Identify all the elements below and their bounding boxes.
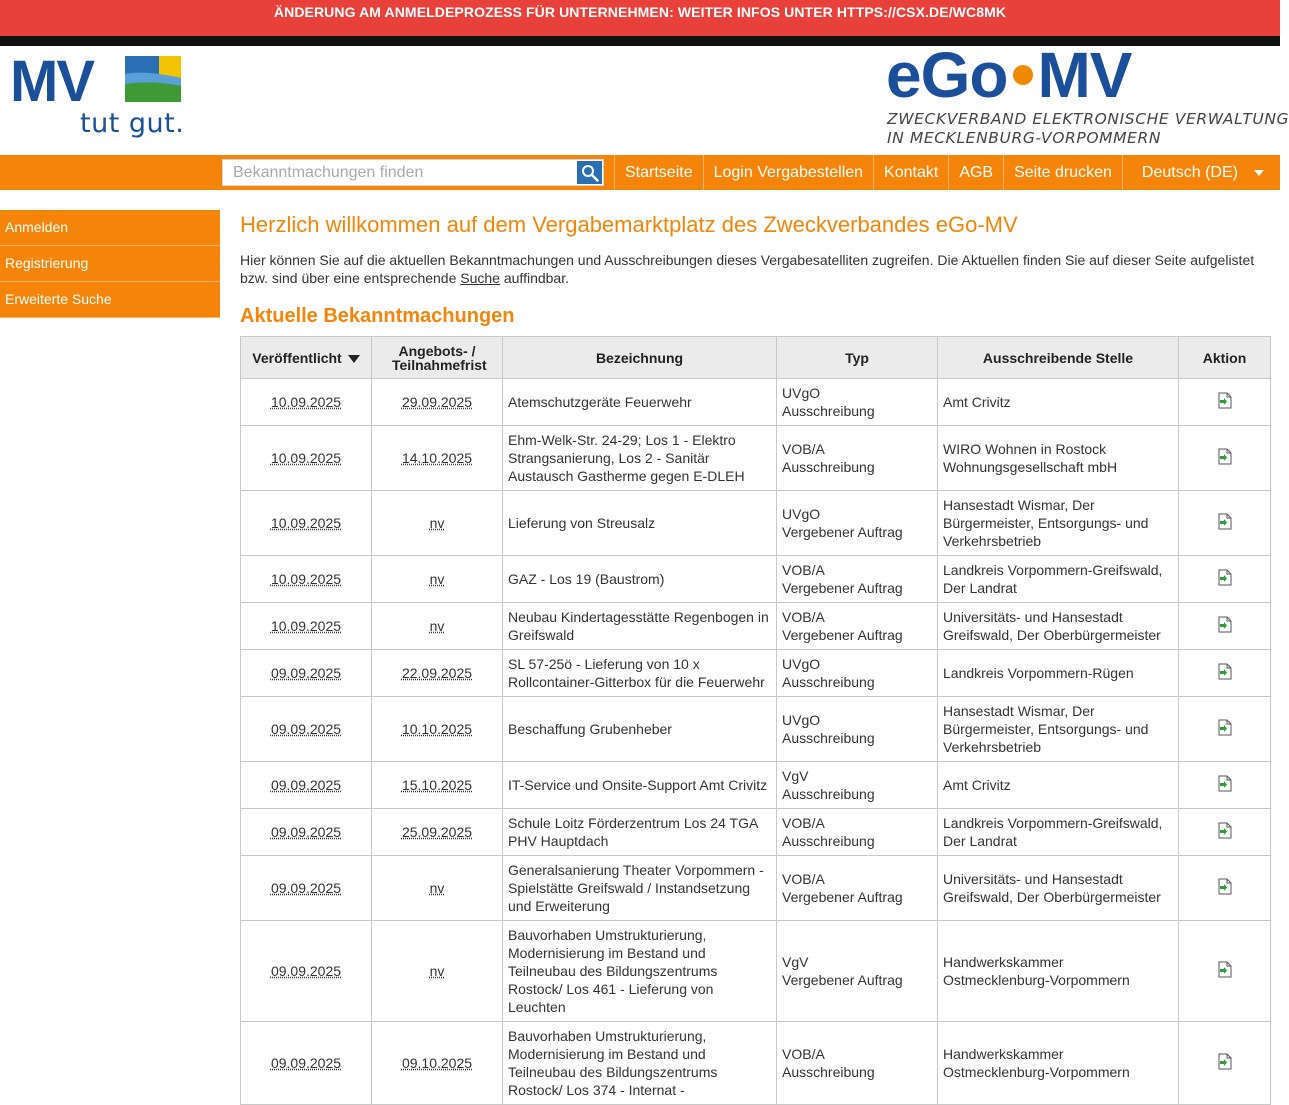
- cell-published: [241, 697, 372, 762]
- cell-type: [777, 856, 938, 921]
- cell-name[interactable]: Beschaffung Grubenheber: [503, 697, 777, 762]
- table-row[interactable]: [241, 379, 1271, 426]
- search-link[interactable]: Suche: [460, 270, 500, 286]
- deadline-date: 14.10.2025: [402, 450, 472, 466]
- cell-name[interactable]: SL 57-25ö - Lieferung von 10 x Rollcontainer-Gitterbox für die Feuerwehr: [503, 650, 777, 697]
- type-regulation: UVgO: [782, 655, 932, 673]
- type-kind: Vergebener Auftrag: [782, 523, 932, 541]
- published-date: 10.09.2025: [271, 618, 341, 634]
- cell-deadline: [372, 650, 503, 697]
- cell-agency: Amt Crivitz: [938, 762, 1179, 809]
- header-typ[interactable]: Typ: [777, 337, 938, 379]
- cell-published: [241, 426, 372, 491]
- cell-action: [1179, 762, 1271, 809]
- cell-type: [777, 697, 938, 762]
- cell-deadline: [372, 491, 503, 556]
- cell-deadline: [372, 603, 503, 650]
- table-row[interactable]: [241, 650, 1271, 697]
- type-regulation: VgV: [782, 767, 932, 785]
- table-header-row: [241, 337, 1271, 379]
- search-box: [222, 159, 604, 186]
- mv-tut-gut-logo[interactable]: [10, 56, 190, 148]
- cell-name[interactable]: GAZ - Los 19 (Baustrom): [503, 556, 777, 603]
- open-document-button[interactable]: [1217, 620, 1233, 636]
- ego-logo-part2: MV: [1037, 39, 1131, 111]
- document-icon: [1217, 719, 1233, 736]
- type-kind: Ausschreibung: [782, 673, 932, 691]
- cell-agency: Hansestadt Wismar, Der Bürgermeister, Entsorgungs- und Verkehrsbetrieb: [938, 697, 1179, 762]
- deadline-date: nv: [430, 515, 445, 531]
- ego-logo-subtitle: [887, 110, 1289, 148]
- nav-agb[interactable]: AGB: [948, 155, 1003, 190]
- deadline-date: 10.10.2025: [402, 721, 472, 737]
- language-label: Deutsch (DE): [1142, 155, 1238, 190]
- ego-subtitle-line2: IN MECKLENBURG-VORPOMMERN: [887, 129, 1289, 148]
- cell-name[interactable]: Atemschutzgeräte Feuerwehr: [503, 379, 777, 426]
- ego-logo-part1: eGo: [886, 39, 1007, 111]
- document-icon: [1217, 663, 1233, 680]
- table-row[interactable]: [241, 556, 1271, 603]
- cell-action: [1179, 697, 1271, 762]
- page-title: Herzlich willkommen auf dem Vergabemarktplatz des Zweckverbandes eGo-MV: [240, 212, 1270, 238]
- published-date: 10.09.2025: [271, 515, 341, 531]
- main-navigation: [0, 155, 1280, 190]
- table-row[interactable]: [241, 1022, 1271, 1105]
- cell-published: [241, 762, 372, 809]
- cell-deadline: [372, 697, 503, 762]
- published-date: 09.09.2025: [271, 963, 341, 979]
- type-regulation: VOB/A: [782, 561, 932, 579]
- deadline-date: 29.09.2025: [402, 394, 472, 410]
- intro-text-before: Hier können Sie auf die aktuellen Bekanntmachungen und Ausschreibungen dieses Vergabesatelliten zugreifen. Die Aktuellen finden Sie auf dieser Seite aufgelistet bzw. sind über eine entsprechende: [240, 252, 1254, 286]
- sort-desc-icon: [348, 355, 360, 363]
- chevron-down-icon: [1254, 170, 1264, 176]
- header-ausschreibende-stelle[interactable]: Ausschreibende Stelle: [938, 337, 1179, 379]
- header-veroeffentlicht-label: Veröffentlicht: [252, 350, 341, 366]
- cell-deadline: [372, 762, 503, 809]
- cell-name[interactable]: Lieferung von Streusalz: [503, 491, 777, 556]
- cell-published: [241, 603, 372, 650]
- cell-name[interactable]: Bauvorhaben Umstrukturierung, Modernisierung im Bestand und Teilneubau des Bildungszentrums Rostock/ Los 374 - Internat -: [503, 1022, 777, 1105]
- type-regulation: VOB/A: [782, 814, 932, 832]
- header-aktion: Aktion: [1179, 337, 1271, 379]
- cell-agency: Hansestadt Wismar, Der Bürgermeister, Entsorgungs- und Verkehrsbetrieb: [938, 491, 1179, 556]
- table-row[interactable]: [241, 762, 1271, 809]
- document-icon: [1217, 616, 1233, 633]
- nav-links: [614, 155, 1274, 190]
- type-regulation: VOB/A: [782, 870, 932, 888]
- deadline-date: nv: [430, 571, 445, 587]
- table-row[interactable]: [241, 426, 1271, 491]
- cell-deadline: [372, 1022, 503, 1105]
- open-document-button[interactable]: [1217, 826, 1233, 842]
- cell-agency: Landkreis Vorpommern-Greifswald, Der Landrat: [938, 809, 1179, 856]
- cell-name[interactable]: Generalsanierung Theater Vorpommern - Spielstätte Greifswald / Instandsetzung und Erweiterung: [503, 856, 777, 921]
- cell-name[interactable]: Bauvorhaben Umstrukturierung, Modernisierung im Bestand und Teilneubau des Bildungszentrums Rostock/ Los 461 - Lieferung von Leuchten: [503, 921, 777, 1022]
- type-kind: Ausschreibung: [782, 458, 932, 476]
- open-document-button[interactable]: [1217, 723, 1233, 739]
- document-icon: [1217, 878, 1233, 895]
- cell-type: [777, 650, 938, 697]
- cell-agency: WIRO Wohnen in Rostock Wohnungsgesellschaft mbH: [938, 426, 1179, 491]
- globe-icon: [1133, 162, 1134, 184]
- announcement-banner: [0, 0, 1280, 36]
- table-row[interactable]: [241, 491, 1271, 556]
- cell-agency: Handwerkskammer Ostmecklenburg-Vorpommern: [938, 921, 1179, 1022]
- cell-action: [1179, 856, 1271, 921]
- type-kind: Ausschreibung: [782, 729, 932, 747]
- table-row[interactable]: [241, 603, 1271, 650]
- intro-text-after: auffindbar.: [500, 270, 569, 286]
- ego-logo-wordmark: [886, 38, 1131, 112]
- cell-name[interactable]: Ehm-Welk-Str. 24-29; Los 1 - Elektro Strangsanierung, Los 2 - Sanitär Austausch Gastherme gegen E-DLEH: [503, 426, 777, 491]
- cell-deadline: [372, 921, 503, 1022]
- nav-login-vergabestellen[interactable]: Login Vergabestellen: [703, 155, 873, 190]
- open-document-button[interactable]: [1217, 573, 1233, 589]
- search-icon: [581, 164, 599, 182]
- cell-name[interactable]: Neubau Kindertagesstätte Regenbogen in Greifswald: [503, 603, 777, 650]
- cell-published: [241, 650, 372, 697]
- deadline-date: nv: [430, 963, 445, 979]
- table-body: [241, 379, 1271, 1105]
- document-icon: [1217, 961, 1233, 978]
- cell-type: [777, 491, 938, 556]
- cell-deadline: [372, 426, 503, 491]
- cell-agency: Handwerkskammer Ostmecklenburg-Vorpommern: [938, 1022, 1179, 1105]
- announcements-table: [240, 336, 1271, 1105]
- deadline-date: nv: [430, 618, 445, 634]
- nav-kontakt[interactable]: Kontakt: [873, 155, 948, 190]
- published-date: 09.09.2025: [271, 1055, 341, 1071]
- type-kind: Ausschreibung: [782, 785, 932, 803]
- cell-type: [777, 556, 938, 603]
- sidebar-item-registrierung[interactable]: Registrierung: [0, 246, 220, 282]
- type-kind: Vergebener Auftrag: [782, 888, 932, 906]
- cell-type: [777, 1022, 938, 1105]
- sidebar: [0, 210, 220, 318]
- document-icon: [1217, 569, 1233, 586]
- cell-deadline: [372, 809, 503, 856]
- cell-published: [241, 921, 372, 1022]
- cell-published: [241, 809, 372, 856]
- document-icon: [1217, 392, 1233, 409]
- mv-flag-icon: [125, 56, 181, 102]
- cell-published: [241, 556, 372, 603]
- cell-type: [777, 603, 938, 650]
- published-date: 10.09.2025: [271, 394, 341, 410]
- cell-action: [1179, 379, 1271, 426]
- header-bezeichnung[interactable]: Bezeichnung: [503, 337, 777, 379]
- header-frist[interactable]: [372, 337, 503, 379]
- ego-subtitle-line1: ZWECKVERBAND ELEKTRONISCHE VERWALTUNG: [887, 110, 1289, 129]
- open-document-button[interactable]: [1217, 1057, 1233, 1073]
- cell-deadline: [372, 379, 503, 426]
- cell-action: [1179, 491, 1271, 556]
- search-input[interactable]: [223, 160, 573, 185]
- published-date: 09.09.2025: [271, 824, 341, 840]
- deadline-date: 09.10.2025: [402, 1055, 472, 1071]
- table-row[interactable]: [241, 856, 1271, 921]
- cell-agency: Landkreis Vorpommern-Greifswald, Der Landrat: [938, 556, 1179, 603]
- type-regulation: UVgO: [782, 711, 932, 729]
- cell-action: [1179, 809, 1271, 856]
- cell-agency: Universitäts- und Hansestadt Greifswald, Der Oberbürgermeister: [938, 603, 1179, 650]
- table-row[interactable]: [241, 921, 1271, 1022]
- sidebar-item-erweiterte-suche[interactable]: Erweiterte Suche: [0, 282, 220, 318]
- cell-agency: Landkreis Vorpommern-Rügen: [938, 650, 1179, 697]
- cell-type: [777, 762, 938, 809]
- open-document-button[interactable]: [1217, 452, 1233, 468]
- cell-action: [1179, 426, 1271, 491]
- cell-action: [1179, 556, 1271, 603]
- ego-mv-logo[interactable]: [886, 52, 1276, 152]
- document-icon: [1217, 448, 1233, 465]
- type-kind: Vergebener Auftrag: [782, 579, 932, 597]
- cell-published: [241, 1022, 372, 1105]
- type-regulation: UVgO: [782, 384, 932, 402]
- published-date: 09.09.2025: [271, 777, 341, 793]
- cell-published: [241, 856, 372, 921]
- document-icon: [1217, 1053, 1233, 1070]
- nav-startseite[interactable]: Startseite: [614, 155, 703, 190]
- search-button[interactable]: [577, 161, 602, 184]
- deadline-date: 25.09.2025: [402, 824, 472, 840]
- mv-logo-text: MV: [10, 48, 93, 115]
- published-date: 09.09.2025: [271, 880, 341, 896]
- cell-action: [1179, 650, 1271, 697]
- cell-action: [1179, 921, 1271, 1022]
- open-document-button[interactable]: [1217, 779, 1233, 795]
- type-kind: Ausschreibung: [782, 832, 932, 850]
- sidebar-item-anmelden[interactable]: Anmelden: [0, 210, 220, 246]
- type-kind: Ausschreibung: [782, 1063, 932, 1081]
- type-regulation: VOB/A: [782, 608, 932, 626]
- section-title: Aktuelle Bekanntmachungen: [240, 305, 1270, 328]
- cell-published: [241, 491, 372, 556]
- cell-action: [1179, 603, 1271, 650]
- published-date: 10.09.2025: [271, 450, 341, 466]
- cell-type: [777, 426, 938, 491]
- open-document-button[interactable]: [1217, 396, 1233, 412]
- type-regulation: VOB/A: [782, 1045, 932, 1063]
- document-icon: [1217, 513, 1233, 530]
- deadline-date: 15.10.2025: [402, 777, 472, 793]
- cell-published: [241, 379, 372, 426]
- open-document-button[interactable]: [1217, 667, 1233, 683]
- intro-text: [240, 251, 1270, 287]
- published-date: 09.09.2025: [271, 665, 341, 681]
- cell-deadline: [372, 856, 503, 921]
- type-regulation: VgV: [782, 953, 932, 971]
- header-veroeffentlicht[interactable]: [241, 337, 372, 379]
- main-content: [240, 210, 1270, 1105]
- type-kind: Ausschreibung: [782, 402, 932, 420]
- published-date: 09.09.2025: [271, 721, 341, 737]
- type-regulation: UVgO: [782, 505, 932, 523]
- type-kind: Vergebener Auftrag: [782, 626, 932, 644]
- cell-type: [777, 809, 938, 856]
- deadline-date: 22.09.2025: [402, 665, 472, 681]
- open-document-button[interactable]: [1217, 965, 1233, 981]
- document-icon: [1217, 775, 1233, 792]
- nav-seite-drucken[interactable]: Seite drucken: [1003, 155, 1122, 190]
- announcement-text: ÄNDERUNG AM ANMELDEPROZESS FÜR UNTERNEHMEN: WEITER INFOS UNTER HTTPS://CSX.DE/WC8MK: [274, 4, 1006, 20]
- cell-deadline: [372, 556, 503, 603]
- cell-type: [777, 379, 938, 426]
- table-row[interactable]: [241, 697, 1271, 762]
- type-regulation: VOB/A: [782, 440, 932, 458]
- table-row[interactable]: [241, 809, 1271, 856]
- cell-name[interactable]: Schule Loitz Förderzentrum Los 24 TGA PHV Hauptdach: [503, 809, 777, 856]
- open-document-button[interactable]: [1217, 882, 1233, 898]
- cell-type: [777, 921, 938, 1022]
- deadline-date: nv: [430, 880, 445, 896]
- cell-action: [1179, 1022, 1271, 1105]
- document-icon: [1217, 822, 1233, 839]
- cell-agency: Amt Crivitz: [938, 379, 1179, 426]
- open-document-button[interactable]: [1217, 517, 1233, 533]
- mv-slogan: tut gut.: [80, 108, 184, 139]
- header-frist-label: Angebots- / Teilnahmefrist: [392, 344, 482, 372]
- language-selector[interactable]: [1122, 155, 1274, 190]
- cell-agency: Universitäts- und Hansestadt Greifswald, Der Oberbürgermeister: [938, 856, 1179, 921]
- type-kind: Vergebener Auftrag: [782, 971, 932, 989]
- cell-name[interactable]: IT-Service und Onsite-Support Amt Crivitz: [503, 762, 777, 809]
- published-date: 10.09.2025: [271, 571, 341, 587]
- ego-dot-icon: [1013, 65, 1033, 85]
